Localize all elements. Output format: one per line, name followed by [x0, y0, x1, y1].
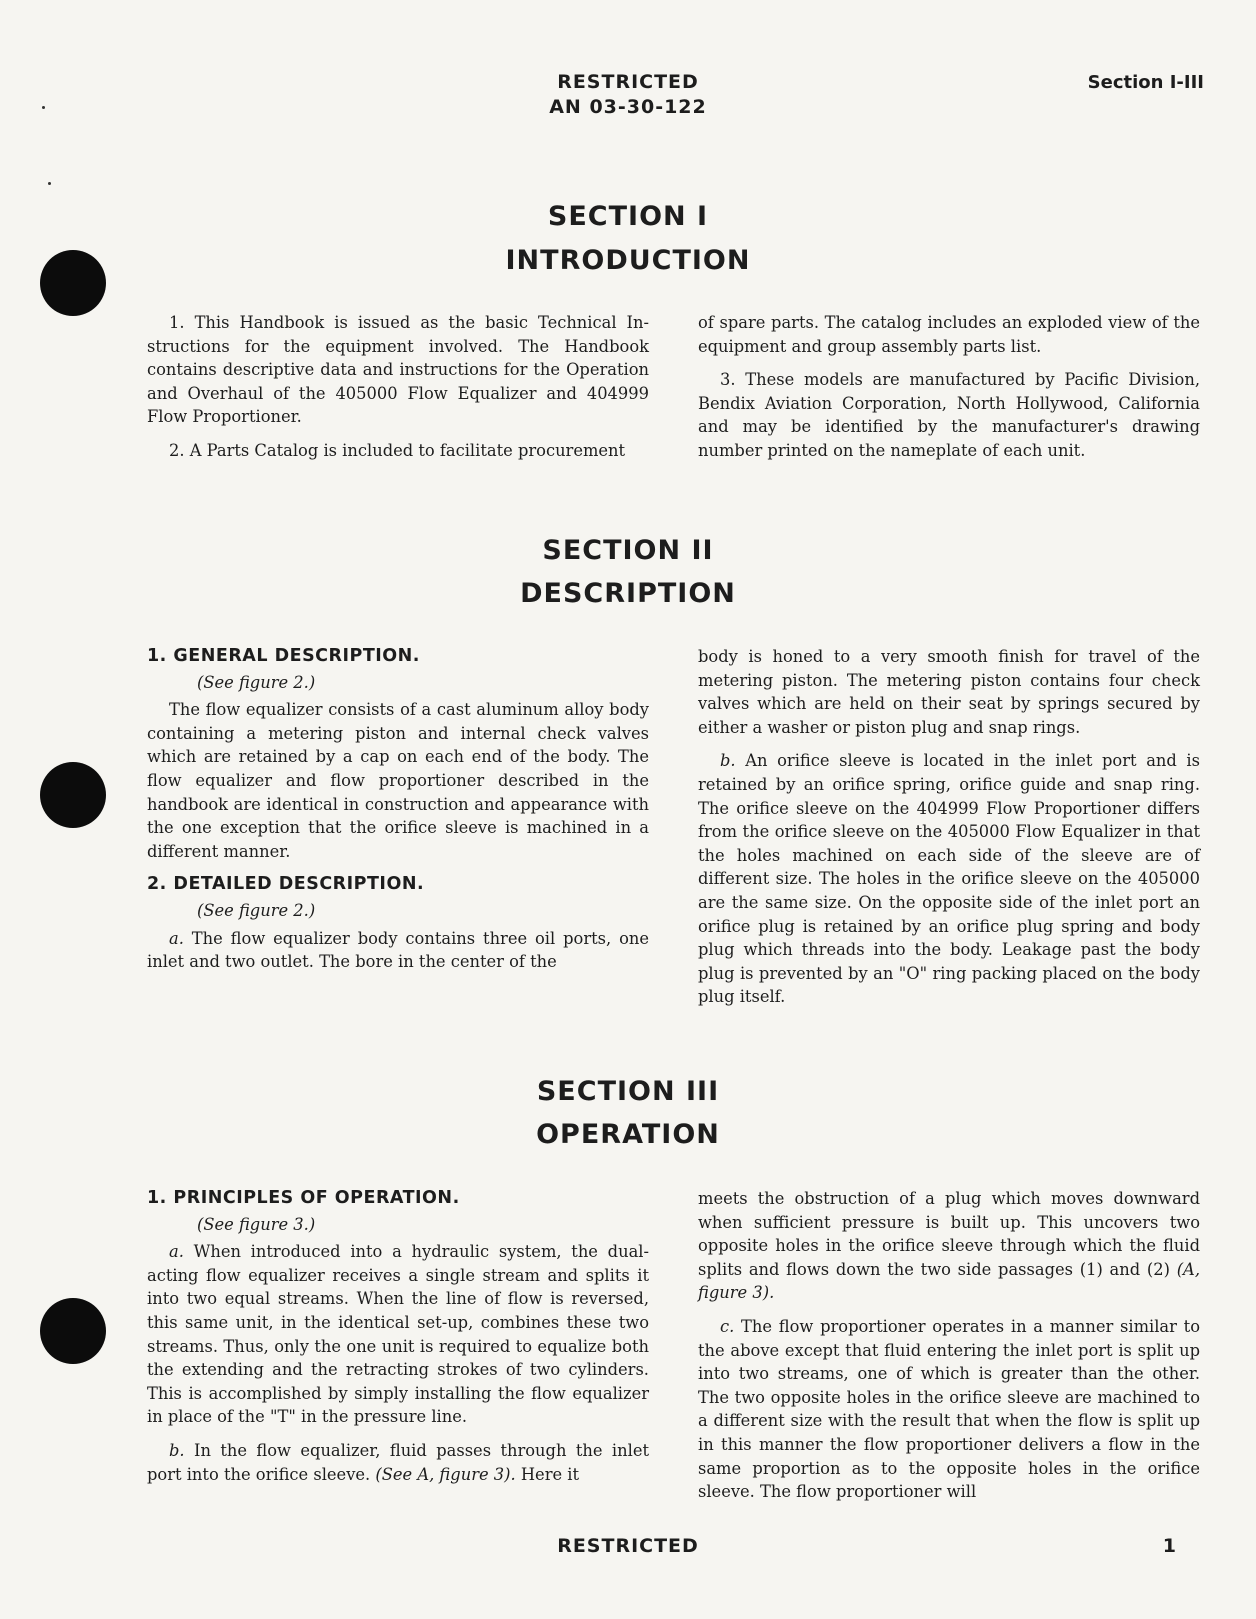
- paragraph-text: In the flow equalizer, fluid passes through the inlet port into the orifice sleeve.: [147, 1440, 649, 1484]
- figure-reference: (See A, figure 3).: [375, 1464, 516, 1484]
- section1-left-column: [147, 311, 649, 473]
- paragraph-text: The flow proportioner operates in a manner similar to the above except that fluid entering the inlet port is split up into two streams, one of which is greater than the other. The two opposite holes in the orifice sleeve are machined to a different size with the result that when the flow is split up in this manner the flow proportioner delivers a flow in the same proportion as to the opposite holes in the orifice sleeve. The flow proportioner will: [698, 1316, 1200, 1502]
- paragraph-text: When introduced into a hydraulic system, the dual-acting flow equalizer receives a single stream and splits it into two equal streams. When the line of flow is reversed, this same unit, in the identical set-up, combines these two streams. Thus, only the one unit is required to equalize both the extending and the retracting strokes of two cylinders. This is accomplished by simply installing the flow equalizer in place of the "T" in the pressure line.: [147, 1242, 649, 1427]
- section1-right-column: [698, 311, 1200, 473]
- page-header: [0, 70, 1256, 120]
- item-letter: a.: [169, 1242, 184, 1262]
- scan-speck: [48, 182, 51, 185]
- item-letter: b.: [169, 1440, 185, 1460]
- detailed-description-paragraph-a-continued: body is honed to a very smooth finish for travel of the metering piston. The metering piston contains four check valves which are held on their seat by springs secured by either a washer or piston plug and snap rings.: [698, 647, 1200, 737]
- operation-paragraph-b: [147, 1439, 649, 1486]
- header-doc-number: AN 03-30-122: [549, 96, 707, 118]
- general-description-paragraph: The flow equalizer consists of a cast aluminum alloy body containing a metering piston and internal check valves which are retained by a cap on each end of the body. The flow equalizer and flow proportioner described in the handbook are identical in construction and appearance with the one exception that the orifice sleeve is machined in a different manner.: [147, 700, 649, 861]
- operation-paragraph-c: [698, 1315, 1200, 1504]
- header-section-ref: Section I-III: [1087, 72, 1204, 93]
- general-description-heading: 1. GENERAL DESCRIPTION.: [147, 646, 420, 666]
- section3-left-column: [147, 1187, 649, 1496]
- footer-classification: RESTRICTED: [557, 1535, 699, 1557]
- detailed-description-paragraph-b: [698, 749, 1200, 1009]
- item-letter: c.: [720, 1316, 735, 1336]
- section1-paragraph-3: 3. These models are manufactured by Pacific Division, Bendix Aviation Corporation, North Hollywood, California and may be identified by the manufacturer's drawing number printed on the nameplate of each unit.: [698, 370, 1200, 460]
- binder-hole-bottom: [40, 1298, 106, 1364]
- header-classification: RESTRICTED: [557, 71, 699, 93]
- figure-reference: (A, figure 3).: [698, 1259, 1200, 1303]
- paragraph-text: meets the obstruction of a plug which moves downward when sufficient pressure is built up. This uncovers two opposite holes in the orifice sleeve through which the fluid splits and flows down the two side passages (1) and (2): [698, 1189, 1200, 1279]
- principles-of-operation-heading: 1. PRINCIPLES OF OPERATION.: [147, 1188, 460, 1208]
- paragraph-text: The flow equalizer body contains three oil ports, one inlet and two outlet. The bore in the center of the: [147, 928, 649, 972]
- page-number: 1: [1162, 1535, 1176, 1557]
- section1-title: INTRODUCTION: [505, 245, 751, 276]
- section2-left-column: [147, 645, 649, 984]
- figure-reference: (See figure 3.): [197, 1214, 316, 1234]
- section2-number: SECTION II: [542, 535, 714, 566]
- item-letter: a.: [169, 928, 184, 948]
- section2-right-column: [698, 645, 1200, 1019]
- section3-title: OPERATION: [536, 1119, 720, 1150]
- operation-paragraph-a: [147, 1240, 649, 1429]
- section1-paragraph-1: 1. This Handbook is issued as the basic Technical Instructions for the equipment involved. The Handbook contains descriptive data and instructions for the Operation and Overhaul of the 405000 Flow Equalizer and 404999 Flow Proportioner.: [147, 313, 649, 427]
- detailed-description-heading: 2. DETAILED DESCRIPTION.: [147, 874, 425, 895]
- paragraph-text: An orifice sleeve is located in the inlet port and is retained by an orifice spring, orifice guide and snap ring. The orifice sleeve on the 404999 Flow Proportioner differs from the orifice sleeve on the 405000 Flow Equalizer in that the holes machined on each side of the sleeve are of different size. The holes in the orifice sleeve on the 405000 are the same size. On the opposite side of the inlet port an orifice plug is retained by an orifice plug spring and body plug which threads into the body. Leakage past the body plug is prevented by an "O" ring packing placed on the body plug itself.: [698, 751, 1200, 1007]
- detailed-description-paragraph-a: [147, 927, 649, 974]
- figure-reference: (See figure 2.): [197, 672, 316, 692]
- figure-reference: (See figure 2.): [197, 900, 316, 920]
- section1-paragraph-2: 2. A Parts Catalog is included to facilitate procurement: [169, 440, 626, 460]
- binder-hole-middle: [40, 762, 106, 828]
- section1-paragraph-2-continued: of spare parts. The catalog includes an exploded view of the equipment and group assembly parts list.: [698, 313, 1200, 356]
- section2-title: DESCRIPTION: [520, 578, 736, 609]
- item-letter: b.: [720, 751, 736, 771]
- section3-right-column: [698, 1187, 1200, 1514]
- section3-number: SECTION III: [536, 1076, 720, 1107]
- section1-number: SECTION I: [547, 201, 709, 232]
- operation-paragraph-b-continued: [698, 1187, 1200, 1305]
- paragraph-text: Here it: [515, 1464, 580, 1484]
